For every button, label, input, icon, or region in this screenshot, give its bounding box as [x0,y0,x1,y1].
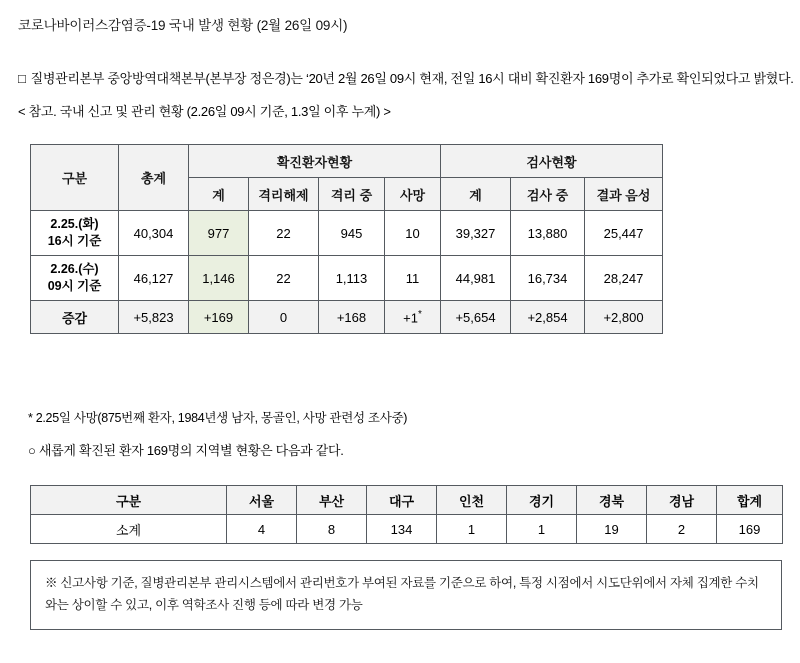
cell-0225-deaths: 10 [385,211,441,256]
region-header-busan: 부산 [297,486,367,515]
table-row [31,515,783,544]
reference-caption: < 참고. 국내 신고 및 관리 현황 (2.26일 09시 기준, 1.3일 이후 누계) > [18,104,391,119]
region-header-incheon: 인천 [437,486,507,515]
cell-0225-negative: 25,447 [585,211,663,256]
header-released: 격리해제 [249,178,319,211]
row-label-0226-line2: 09시 기준 [47,279,102,293]
region-value-incheon: 1 [437,515,507,544]
header-isolated: 격리 중 [319,178,385,211]
header-testing: 검사 중 [511,178,585,211]
region-table-head [31,486,783,515]
cell-0226-negative: 28,247 [585,256,663,301]
header-confirmed-group: 확진환자현황 [189,145,441,178]
cell-delta-testing: +2,854 [511,301,585,334]
cell-0225-test-total: 39,327 [441,211,511,256]
table-row-delta [31,301,663,334]
table-header-row-1 [31,145,663,178]
region-header-division: 구분 [31,486,227,515]
header-negative: 결과 음성 [585,178,663,211]
region-table-body [31,515,783,544]
region-value-gyeongbuk: 19 [577,515,647,544]
cell-0226-testing: 16,734 [511,256,585,301]
table-row [31,256,663,301]
row-label-0225 [31,211,119,256]
cell-0225-testing: 13,880 [511,211,585,256]
region-header-seoul: 서울 [227,486,297,515]
status-table-head [31,145,663,211]
table-row [31,211,663,256]
cell-0226-isolated: 1,113 [319,256,385,301]
region-value-seoul: 4 [227,515,297,544]
main-table-wrapper [30,144,784,334]
region-header-daegu: 대구 [367,486,437,515]
lead-paragraph [18,68,794,87]
cell-delta-confirmed-total: +169 [189,301,249,334]
row-label-0226 [31,256,119,301]
note-box: ※ 신고사항 기준, 질병관리본부 관리시스템에서 관리번호가 부여된 자료를 기준으로 하여, 특정 시점에서 시도단위에서 자체 집계한 수치와는 상이할 수 있고, 이후 역학조사 진행 등에 따라 변경 가능 [30,560,782,630]
cell-0225-released: 22 [249,211,319,256]
cell-0226-confirmed-total: 1,146 [189,256,249,301]
footnote-death: * 2.25일 사망(875번째 환자, 1984년생 남자, 몽골인, 사망 관련성 조사중) [28,411,408,425]
region-value-daegu: 134 [367,515,437,544]
row-label-0225-line1: 2.25.(화) [50,217,99,232]
row-label-0226-line1: 2.26.(수) [50,262,99,277]
cell-delta-deaths [385,301,441,334]
header-confirmed-sum: 계 [189,178,249,211]
square-bullet-icon: □ [18,71,26,86]
cell-delta-negative: +2,800 [585,301,663,334]
status-table [30,144,663,334]
header-test-sum: 계 [441,178,511,211]
region-value-gyeonggi: 1 [507,515,577,544]
footnote-marker: * [417,308,422,320]
cell-0226-test-total: 44,981 [441,256,511,301]
page-title: 코로나바이러스감염증-19 국내 발생 현황 (2월 26일 09시) [18,18,348,33]
row-label-0225-line2: 16시 기준 [47,234,102,248]
cell-0226-deaths: 11 [385,256,441,301]
cell-0225-isolated: 945 [319,211,385,256]
header-test-group: 검사현황 [441,145,663,178]
row-label-delta: 증감 [31,301,119,334]
region-row-label: 소계 [31,515,227,544]
region-value-sum: 169 [717,515,783,544]
cell-delta-isolated: +168 [319,301,385,334]
footnote-region-intro: ○ 새롭게 확진된 환자 169명의 지역별 현황은 다음과 같다. [28,443,344,458]
cell-delta-test-total: +5,654 [441,301,511,334]
region-table-wrapper [30,485,784,544]
cell-0226-total: 46,127 [119,256,189,301]
cell-delta-deaths-value: +1 [403,310,418,326]
region-value-busan: 8 [297,515,367,544]
header-total: 총계 [119,145,189,211]
header-deaths: 사망 [385,178,441,211]
region-header-gyeongbuk: 경북 [577,486,647,515]
region-header-row [31,486,783,515]
cell-0226-released: 22 [249,256,319,301]
region-header-sum: 합계 [717,486,783,515]
region-value-gyeongnam: 2 [647,515,717,544]
cell-0225-confirmed-total: 977 [189,211,249,256]
header-division: 구분 [31,145,119,211]
region-table [30,485,783,544]
lead-paragraph-text: 질병관리본부 중앙방역대책본부(본부장 정은경)는 ‘20년 2월 26일 09시 현재, 전일 16시 대비 확진환자 169명이 추가로 확인되었다고 밝혔다. [30,71,794,86]
status-table-body [31,211,663,334]
cell-delta-total: +5,823 [119,301,189,334]
region-header-gyeonggi: 경기 [507,486,577,515]
cell-delta-released: 0 [249,301,319,334]
region-header-gyeongnam: 경남 [647,486,717,515]
cell-0225-total: 40,304 [119,211,189,256]
